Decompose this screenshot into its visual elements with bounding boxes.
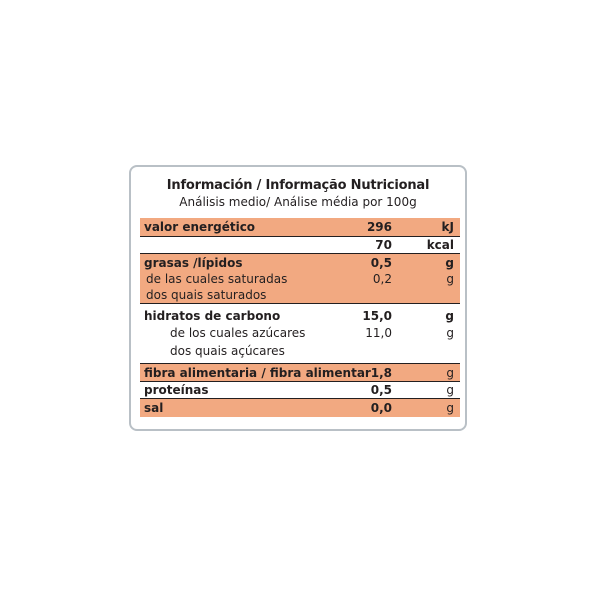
row-unit: g: [445, 309, 454, 323]
row-value: 296: [366, 220, 392, 234]
row-name: proteínas: [144, 383, 209, 397]
row-value: 11,0: [365, 326, 392, 340]
row-name: grasas /lípidos: [144, 256, 243, 270]
row-value: 70: [375, 238, 392, 252]
row-unit: g: [446, 383, 454, 397]
nutrition-label: [129, 165, 467, 431]
row-name: de las cuales saturadas: [146, 272, 288, 286]
row-name: dos quais saturados: [146, 288, 267, 302]
row-value: 0,0: [370, 401, 392, 415]
row-name: fibra alimentaria / fibra alimentar: [144, 366, 371, 380]
label-title: Información / Informação Nutricional: [166, 178, 430, 193]
label-subtitle: Análisis medio/ Análise média por 100g: [179, 195, 417, 209]
row-value: 0,2: [372, 272, 392, 286]
row-value: 1,8: [370, 366, 392, 380]
row-name: dos quais açúcares: [170, 344, 285, 358]
row-unit: g: [445, 256, 454, 270]
row-carbs: [140, 307, 460, 325]
row-unit: kJ: [441, 220, 454, 234]
row-saturates-pt: [140, 286, 460, 304]
row-value: 0,5: [370, 383, 392, 397]
row-name: sal: [144, 401, 164, 415]
row-sugars-pt: [140, 342, 460, 360]
row-energy-kj: [140, 218, 460, 236]
row-unit: g: [446, 272, 454, 286]
row-name: de los cuales azúcares: [170, 326, 306, 340]
row-name: hidratos de carbono: [144, 309, 281, 323]
row-energy-kcal: [140, 236, 460, 254]
row-protein: [140, 381, 460, 399]
row-salt: [140, 399, 460, 417]
row-unit: g: [446, 366, 454, 380]
row-value: 15,0: [362, 309, 392, 323]
row-unit: kcal: [426, 238, 454, 252]
row-value: 0,5: [370, 256, 392, 270]
row-unit: g: [446, 401, 454, 415]
row-name: valor energético: [144, 220, 256, 234]
row-sugars: [140, 324, 460, 342]
row-fibre: [140, 364, 460, 382]
row-unit: g: [446, 326, 454, 340]
